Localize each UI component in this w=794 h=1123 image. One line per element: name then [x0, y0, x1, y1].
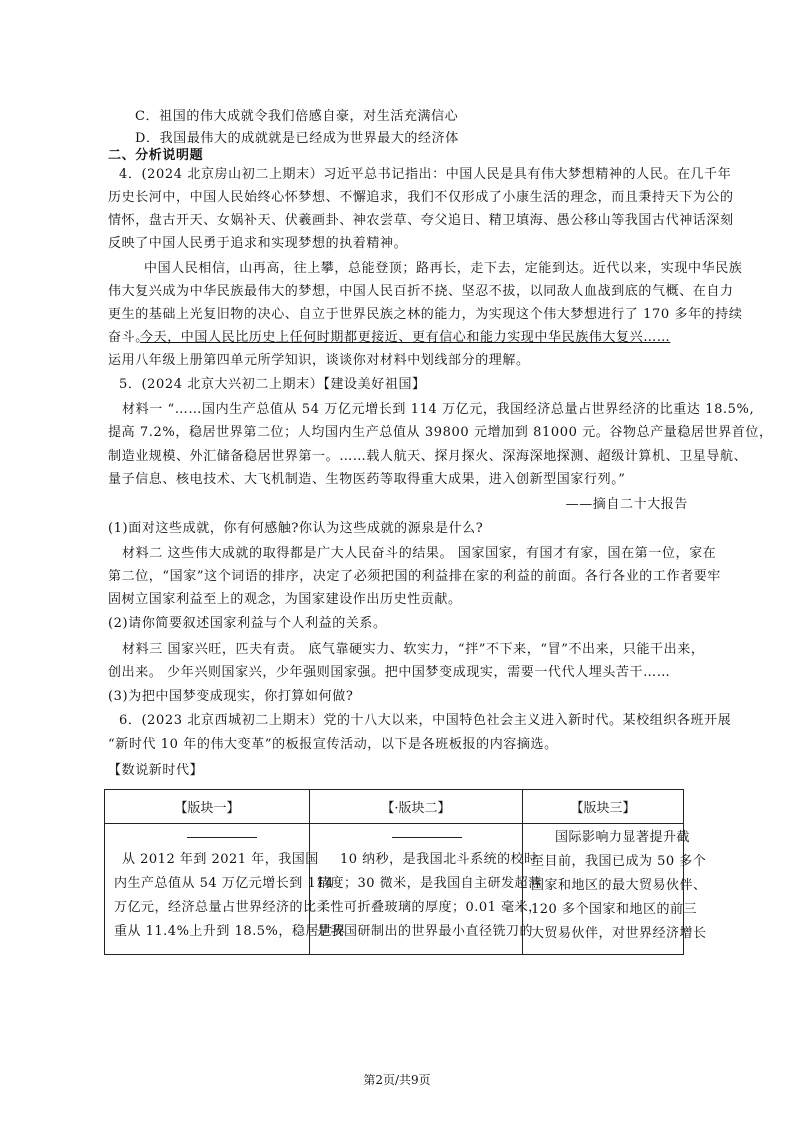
- q5-material1-line: 量子信息、核电技术、大飞机制造、生物医药等取得重大成果，进入创新型国家行列。”: [108, 472, 626, 487]
- q4-line: 伟大复兴成为中华民族最伟大的梦想，中国人民百折不挠、坚忍不拔，以同敌人血战到底的气概、在自力: [108, 284, 734, 299]
- q4-prompt: 运用八年级上册第四单元所学知识，谈谈你对材料中划线部分的理解。: [108, 353, 530, 368]
- q5-material1-line: 提高 7.2%，稳居世界第二位；人均国内生产总值从 39800 元增加到 81000 元。谷物总产量稳居世界首位，: [108, 425, 773, 440]
- board-cell-line: 国家和地区的最大贸易伙伴、: [531, 878, 707, 893]
- board-cell-line: 10 纳秒，是我国北斗系统的校时: [340, 852, 538, 867]
- board-cell-line: 万亿元，经济总量占世界经济的比: [114, 900, 317, 915]
- q4-underlined-text: 今天，中国人民比历史上任何时期都更接近、更有信心和能力实现中华民族伟大复兴……: [140, 330, 671, 345]
- board-cell-line: 是我国研制出的世界最小直径铣刀的: [317, 924, 534, 939]
- q4-line: 更生的基础上光复旧物的决心、自立于世界民族之林的能力，为实现这个伟大梦想进行了 170 多年的持续: [108, 307, 743, 322]
- board-cell-line: 重从 11.4%上升到 18.5%，稳居世界: [114, 924, 346, 939]
- q5-material1-line: 制造业规模、外汇储备稳居世界第一。……载人航天、探月探火、深海深地探测、超级计算机、卫星导航、: [108, 449, 748, 464]
- q5-material3-line: 材料三 国家兴旺，匹夫有责。 底气靠硬实力、软实力，“拌”不下来，“冒”不出来，只能干出来，: [122, 642, 705, 657]
- board-cell-line: 柔性可折叠玻璃的厚度；0.01 毫米，: [317, 900, 542, 915]
- board-cell-3: [523, 824, 707, 955]
- board-cell-2: [310, 824, 542, 955]
- board-table: [104, 789, 707, 955]
- board-cell-1: [105, 824, 346, 955]
- q6-line: 6．(2023 北京西城初二上期末）党的十八大以来，中国特色社会主义进入新时代。某校组织各班开展: [119, 713, 732, 728]
- q5-material2-line: 固树立国家利益至上的观念，为国家建设作出历史性贡献。: [108, 592, 462, 607]
- q4-line: 4．(2024 北京房山初二上期末）习近平总书记指出：中国人民是具有伟大梦想精神的人民。在几千年: [119, 167, 732, 182]
- board-cell-line: 从 2012 年到 2021 年，我国国: [122, 852, 319, 867]
- q5-material2-line: 材料二 这些伟大成就的取得都是广大人民奋斗的结果。 国家国家，有国才有家，国在第一位，家在: [122, 546, 717, 561]
- board-cell-line: 国际影响力显著提升截: [555, 830, 691, 845]
- blank-line: [187, 836, 257, 838]
- q4-line: 奋斗。: [108, 330, 149, 345]
- board-column-header: 【版块三】: [523, 790, 684, 824]
- q5-header: 5．(2024 北京大兴初二上期末）【建设美好祖国】: [119, 377, 426, 392]
- q5-question-2: (2)请你简要叙述国家利益与个人利益的关系。: [108, 616, 387, 631]
- q4-line: 历史长河中，中国人民始终心怀梦想、不懈追求，我们不仅形成了小康生活的理念，而且秉持天下为公的: [108, 190, 734, 205]
- board-cell-line: 大贸易伙伴，对世界经济增长: [531, 926, 707, 941]
- q5-source: ——摘自二十大报告: [565, 497, 688, 512]
- blank-line: [392, 836, 462, 838]
- board-column-header: 【·版块二】: [310, 790, 523, 824]
- option-c: C．祖国的伟大成就令我们倍感自豪，对生活充满信心: [135, 109, 459, 124]
- q6-line: “新时代 10 年的伟大变革”的板报宣传活动，以下是各班板报的内容摘选。: [108, 737, 558, 752]
- q4-line: 情怀，盘古开天、女娲补天、伏羲画卦、神农尝草、夸父追日、精卫填海、愚公移山等我国古代神话深刻: [108, 213, 734, 228]
- page-footer: 第2页/共9页: [363, 1073, 431, 1087]
- q5-material3-line: 创出来。 少年兴则国家兴，少年强则国家强。把中国梦变成现实，需要一代代人埋头苦干……: [108, 665, 671, 680]
- board-column-header: 【版块一】: [105, 790, 310, 824]
- q5-question-1: (1)面对这些成就，你有何感触?你认为这些成就的源泉是什么?: [108, 521, 484, 536]
- section-title: 二、分析说明题: [108, 148, 204, 163]
- board-cell-line: 至目前，我国已成为 50 多个: [531, 854, 707, 869]
- board-cell-line: 精度；30 微米，是我国自主研发超薄: [317, 876, 542, 891]
- q5-material2-line: 第二位，“国家”这个词语的排序，决定了必须把国的利益排在家的利益的前面。各行各业的工作者要牢: [108, 569, 721, 584]
- q5-material1-line: 材料一 “……国内生产总值从 54 万亿元增长到 114 万亿元，我国经济总量占世界经济的比重达 18.5%,: [122, 402, 755, 417]
- board-title: 【数说新时代】: [108, 763, 204, 778]
- board-cell-line: 120 多个国家和地区的前三: [531, 902, 697, 917]
- q5-question-3: (3)为把中国梦变成现实，你打算如何做?: [108, 689, 354, 704]
- q4-line: 中国人民相信，山再高，往上攀，总能登顶；路再长，走下去，定能到达。近代以来，实现中华民族: [144, 261, 743, 276]
- q4-line: 反映了中国人民勇于追求和实现梦想的执着精神。: [108, 236, 408, 251]
- board-cell-line: 内生产总值从 54 万亿元增长到 114: [114, 876, 334, 891]
- option-d: D．我国最伟大的成就就是已经成为世界最大的经济体: [135, 131, 459, 146]
